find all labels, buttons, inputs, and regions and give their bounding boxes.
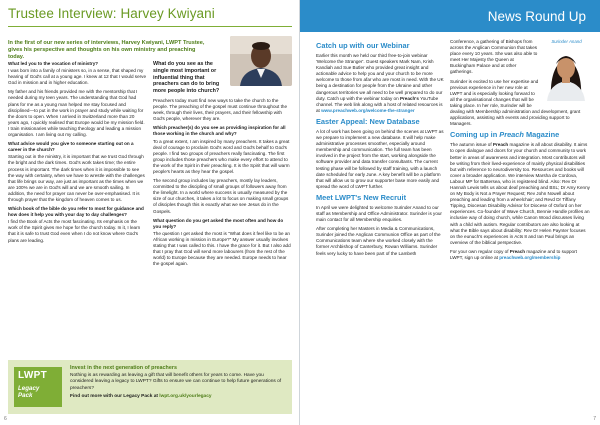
answer-advice: Starting out in the ministry, it is important that we trust God through the bright and the dark times. God's work takes time; the entire process is important. The dark times when it is impossible to see the way with certainty, when we have to wrestle with the challenges that life brings our way, are just as important as the times when we are 100% we are in God's will and we are smooth sailing. In addition, the need for prayer can never be over-emphasised. It is through prayer that the kingdom of heaven comes to us.: [8, 154, 145, 202]
answer-most-asked: The question I get asked the most is "What does it feel like to be an African working in mission in Europe?" My answer usually involves stating that I was called to this. I have the grace for it. But I also add that I pray that God will send more labourers (from the rest of the world) to Europe because they are needed. Europe needs to hear the gospel again.: [153, 230, 291, 267]
subscribe-preach-bold: Preach: [509, 248, 526, 254]
interview-intro: In the first of our new series of interviews, Harvey Kwiyani, LWPT Trustee, gives his perspective and thoughts on his own ministry and preaching today.: [8, 40, 205, 60]
answer-influence: Preachers today must find new ways to take the church to the people. The preaching of the gospel must continue throughout the week, through their lives, their prayers, and their fellowship with God's people, wherever they are.: [153, 97, 287, 122]
answer-vocation-2: My father and his friends provided me with the mentorship that I needed during my teen years. The understanding that God had plans for me as a young man helped me stay focused and disciplined—to put in the work in prayer and study while waiting for the doors to open. When I arrived in Switzerland more than 20 years ago, I quickly realised that Europe would be my mission field. I train missionaries while teaching theology and leading a mission organisation. I am living out my calling.: [8, 89, 145, 138]
question-bible-book: Which book of the bible do you refer to most for guidance and how does it help you with your day to day challenges?: [8, 206, 144, 218]
recruit-text-3: Conference, a gathering of Bishops from across the Anglican Communion that takes place every 10 years. She was also able to meet Her Majesty the Queen at Buckingham Palace and at other gatherings.: [450, 39, 538, 75]
interview-column-1: [8, 61, 146, 247]
question-most-asked: What question do you get asked the most often and how do you reply?: [153, 217, 284, 229]
news-column-2: [450, 39, 590, 264]
magazine-heading-a: Coming up in: [450, 130, 500, 140]
subscribe-text-2: magazine and to support LWPT, sign up online at: [450, 248, 577, 260]
magazine-text-1: The autumn issue of: [450, 142, 493, 148]
webinar-text: [316, 53, 444, 114]
answer-inspiration-1: To a great extent, I am inspired by many preachers. It takes a great deal of courage to proclaim God's word and God's behalf to God's people. I find two groups of preachers really fascinating. The first group includes those preachers who make every effort to attend to the work of the Spirit in their preaching. It is the Spirit that will warm people's hearts as they hear the gospel.: [153, 138, 290, 175]
interview-title: Trustee Interview: Harvey Kwiyani: [8, 6, 215, 21]
magazine-text-2: magazine is all about disability. It aims to open dialogue and doors for your church and community to work better in areas of awareness and integration. Most contributors will be writing from their lived-experience of mainly physical disabilities but with reference to neurodiversity too. Resources and books will cover a broader application. We interview Marsha de Cordova, Labour MP for Battersea, who is registered blind. Also: Rev Dr Hannah Lewis tells us about deaf preaching and BSL; Dr Amy Kenny on My Body is Not a Prayer Request; Rev John Nowell about preaching and leading from a wheelchair; and Revd Dr Tiffany Tipping, Diocesan Disability Advisor for Diocese of Oxford on her experiences. Co-founder of Wave Church, Bennie Handle profiles an inclusive way of doing church, while Canon Wood discusses living with a child with autism. Regular contributors are also looking at what the Bible says about disability: Rev Dr Helen Paynter focuses on the eunuch's experiences in Acts 8 and Ian Paul brings an overview of the biblical perspective.: [450, 142, 590, 245]
legacy-body: Nothing is as rewarding as leaving a gift that will benefit others for years to come. Have you considered leaving a legacy to LWPT? Gifts to ensure we can continue to help future generations of preachers?: [70, 373, 282, 391]
subscribe-text: [450, 249, 590, 261]
magazine-heading-italic: Preach: [499, 130, 524, 140]
legacy-footer-text: Find out more with our Legacy Pack at: [70, 393, 160, 399]
magazine-text: [450, 142, 590, 246]
subscribe-text-1: For your own regular copy of: [450, 248, 510, 254]
legacy-logo-label: [18, 385, 39, 399]
database-text: A lot of work has been going on behind the scenes at LWPT as we prepare to implement a new database. It will help make administrative processes smoother, especially around membership and communication. The full team has been involved in the project from the start, working alongside the software provider and data transfer consultants. The current testing phase will be followed by staff training, with a launch date scheduled for early June. A key benefit will be a platform that will allow us to grow our supporter base more easily and spread the word of LWPT further.: [316, 128, 444, 189]
news-column-1: [316, 39, 444, 260]
surinder-figure: [542, 39, 590, 101]
legacy-logo-line1: Legacy: [18, 385, 40, 392]
recruit-heading: Meet LWPT's New Recruit: [316, 192, 407, 202]
lwpt-legacy-pack-logo: [14, 367, 62, 407]
news-header: [300, 0, 600, 32]
legacy-link[interactable]: lwpt.org.uk/yourlegacy: [159, 393, 212, 399]
photo-caption: Surinder Anand: [551, 39, 582, 44]
magazine-heading: [450, 130, 590, 139]
question-vocation: What led you to the vocation of ministry?: [8, 61, 99, 66]
recruit-text-4: Surinder is excited to use her expertise and previous experience in her new role at LWPT and is especially looking forward to all the organisational changes that will be taking place. In her role, Surinder will be dealing with Membership administration and development, grant applications, assisting with events and providing support to Managers.: [450, 78, 581, 127]
webinar-text-2: YouTube channel. The web link along with a host of related resources is at: [316, 95, 443, 113]
database-heading: Easter Appeal: New Database: [316, 116, 420, 126]
title-divider: [8, 26, 292, 27]
legacy-logo-word: LWPT: [18, 370, 47, 381]
news-title: News Round Up: [487, 9, 586, 24]
right-page: [300, 0, 600, 425]
page-number-left: 6: [4, 416, 7, 422]
membership-link[interactable]: preachweb.org/membership: [499, 255, 561, 260]
question-influence: What do you see as the single most important or influential thing that preachers can do to bring more people into church?: [153, 61, 220, 95]
answer-bible-book: I find the Book of Acts the most fascinating. Its emphasis on the work of the Spirit gives me hope for the church today. In it, I learn that it is safe to trust God even when I do not know where God's plans are leading.: [8, 219, 141, 243]
legacy-footer: [70, 394, 288, 400]
legacy-pack-box: [8, 360, 292, 414]
legacy-logo-line2: Pack: [18, 392, 33, 399]
interview-column-2: [153, 61, 292, 270]
legacy-heading: Invest in the next generation of preachers: [70, 365, 177, 371]
page-number-right: 7: [593, 416, 596, 422]
magazine-preach-bold: Preach: [492, 142, 509, 148]
answer-inspiration-2: The second group includes lay preachers, mostly lay leaders, committed to the discipling of small groups of followers away from the limelight. In a world where success is usually measured by the size of our churches, it takes a lot to focus on making small groups of disciples though this is exactly what we see Jesus do in the Gospels.: [153, 178, 289, 214]
webinar-preach-bold: Preach's: [399, 95, 419, 101]
recruit-text-1: In April we were delighted to welcome Surinder Anand to our staff as Membership and Office Administrator. Surinder is your main contact for all Membership enquiries.: [316, 204, 442, 223]
answer-vocation-1: I was born into a family of ministers so, in a sense, that shaped my hearing of God's call at a young age. I knew at 12 that I would serve God in mission and in higher education.: [8, 68, 147, 86]
webinar-heading: Catch up with our Webinar: [316, 41, 410, 50]
surinder-anand-photo: [543, 46, 589, 101]
legacy-text: [70, 365, 288, 400]
question-advice: What advice would you give to someone starting out on a career in the church?: [8, 141, 134, 153]
question-inspiration: Which preacher(s) do you see as providing inspiration for all those working in the church and why?: [153, 125, 286, 137]
magazine-heading-c: Magazine: [523, 130, 560, 140]
webinar-link[interactable]: www.preachweb.org/welcome-the-stranger: [321, 107, 415, 113]
webinar-text-1: Earlier this month we held our third free-to-join webinar 'Welcome the Stranger'. Guest speakers Mark Nam, Krish Kandiah and Sue Butler who provided great insight and actionable advice to help you and your church to be more welcome to those from afar who are most in need. With the UK being a destination for people from the Ukraine and other dangerous territories we all need to be well prepared to do our duty. Catch up with the webinar today on: [316, 53, 444, 101]
recruit-text-2: After completing her Masters in Media & Communications, Surinder joined the Anglican Communion Office as part of the Communications team where she worked closely with the former Archbishop of Canterbury, Rowan Williams. Surinder feels very lucky to have been part of the Lambeth: [316, 226, 441, 256]
